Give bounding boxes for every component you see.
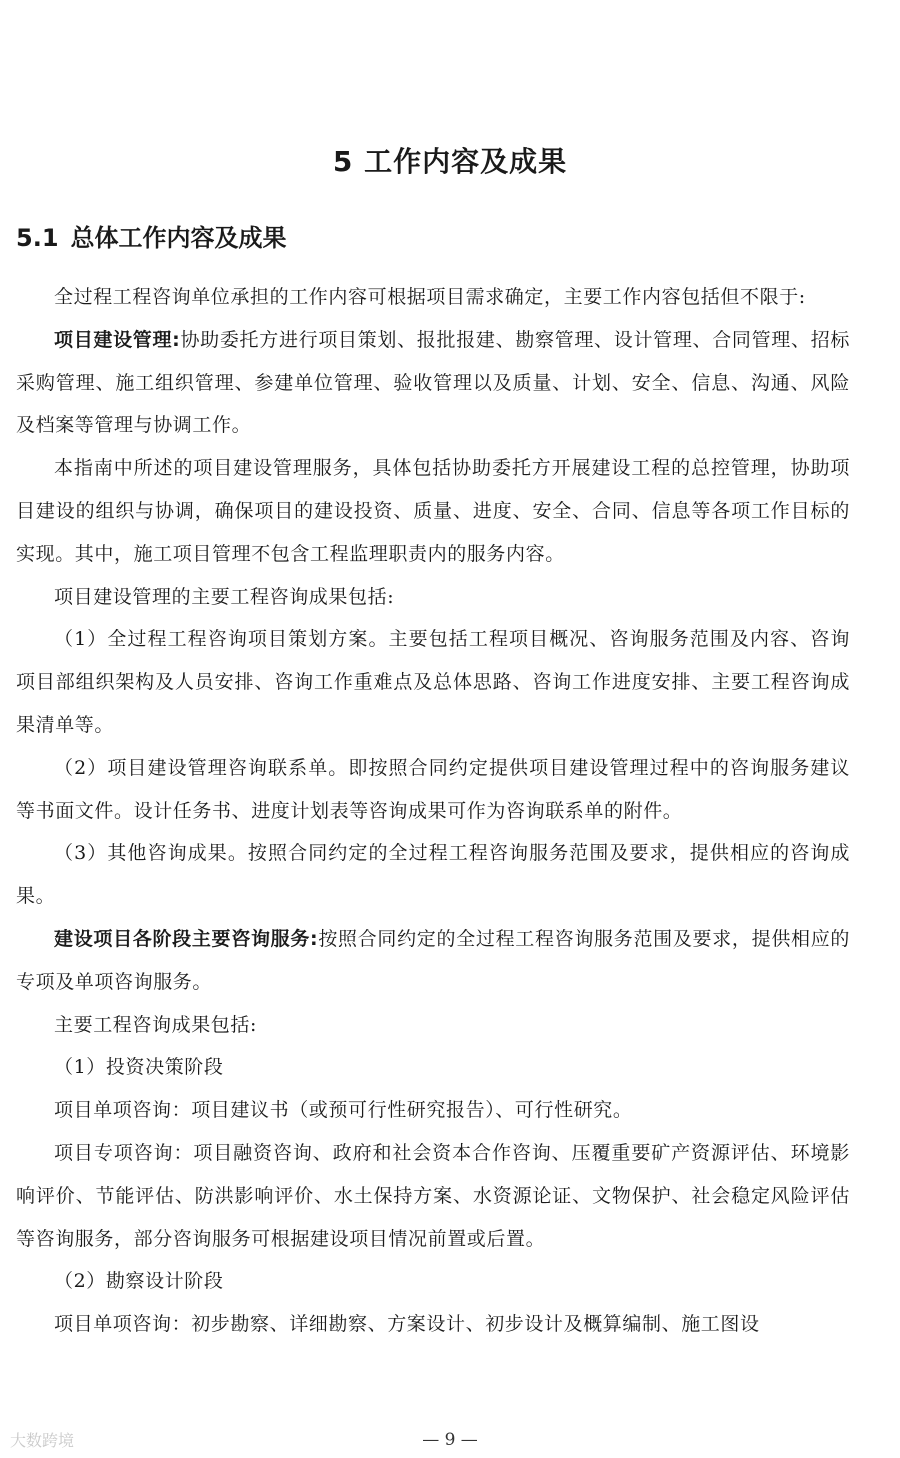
paragraph: 主要工程咨询成果包括: [54, 1013, 258, 1036]
section-title: 总体工作内容及成果 [70, 224, 287, 252]
paragraph [16, 918, 850, 1004]
section-number: 5.1 [16, 224, 59, 252]
paragraph: 项目单项咨询：项目建议书（或预可行性研究报告）、可行性研究。 [54, 1099, 633, 1122]
paragraph: 项目单项咨询：初步勘察、详细勘察、方案设计、初步设计及概算编制、施工图设 [54, 1313, 760, 1336]
paragraph [16, 319, 850, 447]
bold-label: 项目建设管理: [54, 328, 181, 351]
paragraph: 项目专项咨询：项目融资咨询、政府和社会资本合作咨询、压覆重要矿产资源评估、环境影响评价、节能评估、防洪影响评价、水土保持方案、水资源论证、文物保护、社会稳定风险评估等咨询服务，部分咨询服务可根据建设项目情况前置或后置。 [16, 1141, 850, 1250]
chapter-title: 5 工作内容及成果 [332, 145, 568, 178]
list-item: （3）其他咨询成果。按照合同约定的全过程工程咨询服务范围及要求，提供相应的咨询成果。 [16, 842, 850, 908]
list-item: （1）全过程工程咨询项目策划方案。主要包括工程项目概况、咨询服务范围及内容、咨询项目部组织架构及人员安排、咨询工作重难点及总体思路、咨询工作进度安排、主要工程咨询成果清单等。 [16, 628, 850, 736]
stage-heading: （2）勘察设计阶段 [54, 1270, 224, 1293]
paragraph-text: 协助委托方进行项目策划、报批报建、勘察管理、设计管理、合同管理、招标采购管理、施工组织管理、参建单位管理、验收管理以及质量、计划、安全、信息、沟通、风险及档案等管理与协调工作。 [16, 328, 850, 437]
section-heading [16, 218, 287, 253]
stage-heading: （1）投资决策阶段 [54, 1056, 224, 1079]
bold-label: 建设项目各阶段主要咨询服务: [54, 927, 319, 950]
paragraph: 全过程工程咨询单位承担的工作内容可根据项目需求确定，主要工作内容包括但不限于: [54, 286, 806, 308]
body-text [16, 276, 850, 1346]
paragraph-text: 按照合同约定的全过程工程咨询服务范围及要求，提供相应的专项及单项咨询服务。 [16, 927, 850, 993]
paragraph: 本指南中所述的项目建设管理服务，具体包括协助委托方开展建设工程的总控管理，协助项目建设的组织与协调，确保项目的建设投资、质量、进度、安全、合同、信息等各项工作目标的实现。其中，施工项目管理不包含工程监理职责内的服务内容。 [16, 457, 850, 565]
watermark-logo: 大数跨境 [10, 1431, 75, 1450]
list-item: （2）项目建设管理咨询联系单。即按照合同约定提供项目建设管理过程中的咨询服务建议等书面文件。设计任务书、进度计划表等咨询成果可作为咨询联系单的附件。 [16, 756, 850, 822]
page-number: — 9 — [422, 1430, 478, 1450]
paragraph: 项目建设管理的主要工程咨询成果包括: [54, 585, 395, 608]
